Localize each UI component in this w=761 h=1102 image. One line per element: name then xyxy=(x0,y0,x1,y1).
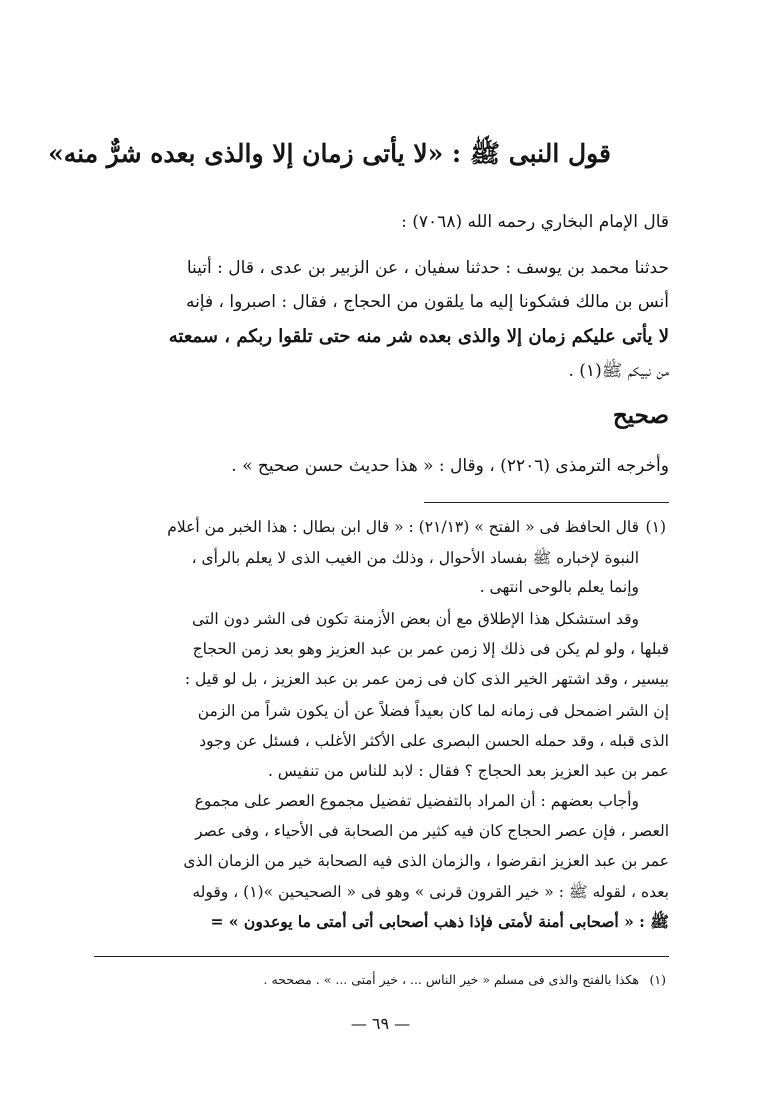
footnote-line: وإنما يعلم بالوحى انتهى . xyxy=(479,578,639,596)
footnote-line: قال الحافظ فى « الفتح » (٢١/١٣) : « قال ابن بطال : هذا الخبر من أعلام xyxy=(167,518,639,536)
footnote-line: هكذا بالفتح والذى فى مسلم « خير الناس ... ، خير أمتى ... » . مصححه . xyxy=(263,972,639,987)
hadith-line-emphasis: لا يأتى عليكم زمان إلا والذى بعده شر منه حتى تلقوا ربكم ، سمعته xyxy=(168,326,669,347)
footnote-number: (١) xyxy=(645,518,666,536)
footnote-line: الذى قبله ، وقد حمله الحسن البصرى على الأكثر الأغلب ، فسئل عن وجود xyxy=(199,732,669,750)
footnote-line: قبلها ، ولو لم يكن فى ذلك إلا زمن عمر بن عبد العزيز وهو بعد زمن الحجاج xyxy=(192,640,669,658)
page-number: — ٦٩ — xyxy=(350,1014,411,1033)
footnote-line: إن الشر اضمحل فى زمانه لما كان بعيداً فضلاً عن أن يكون شراً من الزمن xyxy=(197,702,669,720)
footnote-separator xyxy=(94,956,669,957)
takhrij-line: وأخرجه الترمذى (٢٢٠٦) ، وقال : « هذا حديث حسن صحيح » . xyxy=(231,456,669,476)
hadith-line: أنس بن مالك فشكونا إليه ما يلقون من الحجاج ، فقال : اصبروا ، فإنه xyxy=(185,292,669,312)
footnote-line-emphasis: ﷺ : « أصحابى أمنة لأمتى فإذا ذهب أصحابى أتى أمتى ما يوعدون » = xyxy=(210,912,669,931)
isnad-intro: قال الإمام البخاري رحمه الله (٧٠٦٨) : xyxy=(401,212,669,232)
footnote-line: النبوة لإخباره ﷺ بفساد الأحوال ، وذلك من الغيب الذى لا يعلم بالرأى ، xyxy=(191,549,639,567)
footnote-separator xyxy=(424,502,669,503)
hadith-grade: صحيح xyxy=(612,402,669,429)
chapter-title: قول النبى ﷺ : «لا يأتى زمان إلا والذى بعده شرٌّ منه» xyxy=(48,139,611,168)
footnote-number: (١) xyxy=(649,972,666,987)
footnote-line: بعده ، لقوله ﷺ : « خير القرون قرنى » وهو فى « الصحيحين »(١) ، وقوله xyxy=(192,883,669,901)
footnote-line: عمر بن عبد العزيز بعد الحجاج ؟ فقال : لابد للناس من تنفيس . xyxy=(267,762,669,780)
footnote-line: العصر ، فإن عصر الحجاج كان فيه كثير من الصحابة فى الأحياء ، وفى عصر xyxy=(195,822,669,840)
footnote-line: بيسير ، وقد اشتهر الخير الذى كان فى زمن عمر بن عبد العزيز ، بل لو قيل : xyxy=(184,670,669,688)
footnote-line: عمر بن عبد العزيز انقرضوا ، والزمان الذى فيه الصحابة خير من الزمان الذى xyxy=(183,852,669,870)
footnote-line: وقد استشكل هذا الإطلاق مع أن بعض الأزمنة تكون فى الشر دون التى xyxy=(192,610,639,628)
footnote-line: وأجاب بعضهم : أن المراد بالتفضيل تفضيل مجموع العصر على مجموع xyxy=(194,792,639,810)
hadith-line: من نبيكم ﷺ(١) . xyxy=(568,361,669,381)
hadith-line: حدثنا محمد بن يوسف : حدثنا سفيان ، عن الزبير بن عدى ، قال : أتينا xyxy=(186,258,669,278)
